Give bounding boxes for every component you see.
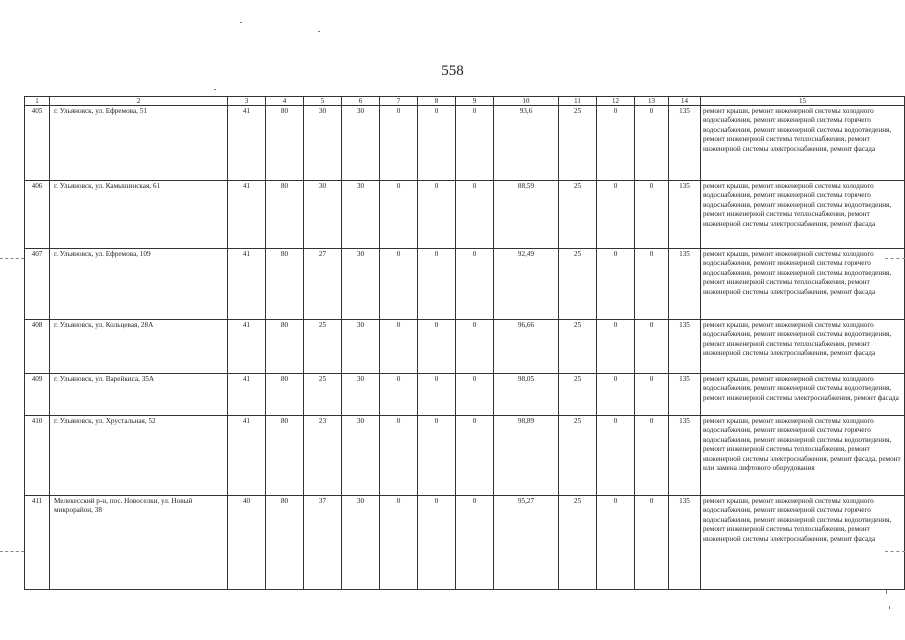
scan-speck: [318, 31, 320, 32]
address: г. Ульяновск, ул. Ефремова, 109: [50, 249, 228, 320]
header-cell: 6: [342, 97, 380, 106]
table-row: [25, 496, 905, 590]
cell: 0: [380, 106, 418, 181]
cell: 0: [597, 249, 635, 320]
scan-speck: [886, 590, 887, 594]
cell: 0: [418, 106, 456, 181]
cell: 0: [456, 181, 494, 249]
cell: 135: [669, 496, 701, 590]
cell: 0: [635, 106, 669, 181]
cell: 80: [266, 374, 304, 416]
cell: 0: [380, 416, 418, 496]
cell: 25: [304, 374, 342, 416]
cell: 135: [669, 106, 701, 181]
cell: 0: [418, 374, 456, 416]
cell: 0: [456, 320, 494, 374]
cell: 0: [597, 496, 635, 590]
address: г. Ульяновск, ул. Камышинская, 61: [50, 181, 228, 249]
header-cell: 13: [635, 97, 669, 106]
cell: 0: [635, 181, 669, 249]
cell: 0: [635, 416, 669, 496]
cell: 98,89: [494, 416, 559, 496]
cell: 30: [342, 416, 380, 496]
cell: 37: [304, 496, 342, 590]
cell: 40: [228, 496, 266, 590]
cell: 92,49: [494, 249, 559, 320]
cell: 96,66: [494, 320, 559, 374]
cell: 30: [342, 374, 380, 416]
scan-artifact-line: [885, 551, 905, 552]
header-cell: 3: [228, 97, 266, 106]
cell: 135: [669, 249, 701, 320]
cell: 80: [266, 320, 304, 374]
cell: 95,27: [494, 496, 559, 590]
cell: 25: [559, 320, 597, 374]
table-row: [25, 106, 905, 181]
address: г. Ульяновск, ул. Ефремова, 51: [50, 106, 228, 181]
row-number: 407: [25, 249, 50, 320]
cell: 25: [304, 320, 342, 374]
cell: 0: [380, 181, 418, 249]
cell: 0: [635, 320, 669, 374]
cell: 30: [342, 496, 380, 590]
works-list: ремонт крыши, ремонт инженерной системы холодного водоснабжения, ремонт инженерной системы водоотведения, ремонт инженерной системы теплоснабжения, ремонт инженерной системы электроснабжения, ремонт фасада: [701, 320, 905, 374]
cell: 98,05: [494, 374, 559, 416]
scan-artifact-line: [0, 258, 24, 259]
cell: 0: [456, 249, 494, 320]
cell: 25: [559, 496, 597, 590]
cell: 135: [669, 416, 701, 496]
header-cell: 8: [418, 97, 456, 106]
header-cell: 4: [266, 97, 304, 106]
address: Мелекесский р-н, пос. Новоселки, ул. Новый микрорайон, 38: [50, 496, 228, 590]
header-row: [25, 97, 905, 106]
header-cell: 1: [25, 97, 50, 106]
cell: 0: [418, 181, 456, 249]
cell: 0: [380, 249, 418, 320]
cell: 0: [597, 181, 635, 249]
scan-speck: [889, 606, 890, 609]
header-cell: 9: [456, 97, 494, 106]
scan-speck: [240, 22, 242, 23]
cell: 135: [669, 181, 701, 249]
cell: 41: [228, 181, 266, 249]
table-row: [25, 416, 905, 496]
cell: 93,6: [494, 106, 559, 181]
cell: 0: [456, 496, 494, 590]
works-list: ремонт крыши, ремонт инженерной системы холодного водоснабжения, ремонт инженерной системы водоотведения, ремонт инженерной системы электроснабжения, ремонт фасада: [701, 374, 905, 416]
header-cell: 14: [669, 97, 701, 106]
cell: 25: [559, 374, 597, 416]
scan-artifact-line: [0, 551, 24, 552]
page-number: 558: [441, 63, 464, 79]
address: г. Ульяновск, ул. Кольцевая, 28А: [50, 320, 228, 374]
cell: 30: [342, 320, 380, 374]
table-row: [25, 374, 905, 416]
cell: 0: [418, 320, 456, 374]
cell: 25: [559, 249, 597, 320]
works-list: ремонт крыши, ремонт инженерной системы холодного водоснабжения, ремонт инженерной системы горячего водоснабжения, ремонт инженерной системы водоотведения, ремонт инженерной системы теплоснабжения, ремонт инженерной системы электроснабжения, ремонт фасада: [701, 249, 905, 320]
header-cell: 10: [494, 97, 559, 106]
header-cell: 7: [380, 97, 418, 106]
cell: 25: [559, 416, 597, 496]
cell: 41: [228, 374, 266, 416]
cell: 88,59: [494, 181, 559, 249]
row-number: 406: [25, 181, 50, 249]
cell: 80: [266, 181, 304, 249]
row-number: 408: [25, 320, 50, 374]
cell: 0: [380, 496, 418, 590]
cell: 80: [266, 416, 304, 496]
cell: 0: [380, 374, 418, 416]
works-list: ремонт крыши, ремонт инженерной системы холодного водоснабжения, ремонт инженерной системы горячего водоснабжения, ремонт инженерной системы водоотведения, ремонт инженерной системы теплоснабжения, ремонт инженерной системы электроснабжения, ремонт фасада, ремонт или замена лифтового оборудования: [701, 416, 905, 496]
cell: 0: [456, 106, 494, 181]
cell: 0: [418, 249, 456, 320]
table-row: [25, 249, 905, 320]
cell: 41: [228, 416, 266, 496]
cell: 30: [342, 249, 380, 320]
cell: 41: [228, 320, 266, 374]
cell: 23: [304, 416, 342, 496]
cell: 25: [559, 181, 597, 249]
header-cell: 5: [304, 97, 342, 106]
cell: 30: [342, 106, 380, 181]
row-number: 405: [25, 106, 50, 181]
cell: 30: [304, 106, 342, 181]
cell: 135: [669, 320, 701, 374]
header-cell: 11: [559, 97, 597, 106]
header-cell: 15: [701, 97, 905, 106]
cell: 0: [456, 416, 494, 496]
cell: 0: [635, 249, 669, 320]
cell: 0: [635, 496, 669, 590]
cell: 0: [597, 106, 635, 181]
cell: 0: [456, 374, 494, 416]
header-cell: 2: [50, 97, 228, 106]
table-row: [25, 320, 905, 374]
cell: 0: [597, 374, 635, 416]
works-list: ремонт крыши, ремонт инженерной системы холодного водоснабжения, ремонт инженерной системы горячего водоснабжения, ремонт инженерной системы водоотведения, ремонт инженерной системы теплоснабжения, ремонт инженерной системы электроснабжения, ремонт фасада: [701, 496, 905, 590]
table-row: [25, 181, 905, 249]
cell: 27: [304, 249, 342, 320]
cell: 0: [418, 416, 456, 496]
cell: 41: [228, 249, 266, 320]
cell: 80: [266, 249, 304, 320]
cell: 0: [635, 374, 669, 416]
works-list: ремонт крыши, ремонт инженерной системы холодного водоснабжения, ремонт инженерной системы горячего водоснабжения, ремонт инженерной системы водоотведения, ремонт инженерной системы теплоснабжения, ремонт инженерной системы электроснабжения, ремонт фасада: [701, 106, 905, 181]
cell: 0: [380, 320, 418, 374]
header-cell: 12: [597, 97, 635, 106]
cell: 0: [418, 496, 456, 590]
address: г. Ульяновск, ул. Хрустальная, 52: [50, 416, 228, 496]
cell: 0: [597, 416, 635, 496]
cell: 135: [669, 374, 701, 416]
cell: 41: [228, 106, 266, 181]
repair-table: [24, 96, 905, 590]
row-number: 409: [25, 374, 50, 416]
row-number: 410: [25, 416, 50, 496]
scan-speck: [214, 89, 216, 90]
works-list: ремонт крыши, ремонт инженерной системы холодного водоснабжения, ремонт инженерной системы горячего водоснабжения, ремонт инженерной системы водоотведения, ремонт инженерной системы теплоснабжения, ремонт инженерной системы электроснабжения, ремонт фасада: [701, 181, 905, 249]
address: г. Ульяновск, ул. Варейкиса, 35А: [50, 374, 228, 416]
cell: 80: [266, 496, 304, 590]
cell: 80: [266, 106, 304, 181]
cell: 30: [342, 181, 380, 249]
cell: 30: [304, 181, 342, 249]
scan-artifact-line: [885, 258, 905, 259]
cell: 25: [559, 106, 597, 181]
cell: 0: [597, 320, 635, 374]
row-number: 411: [25, 496, 50, 590]
